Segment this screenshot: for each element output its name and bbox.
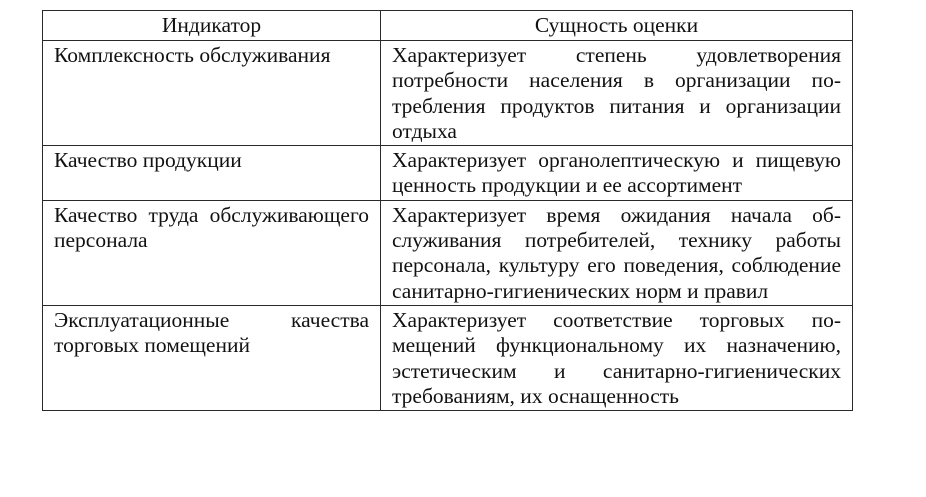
column-header-essence: Сущность оценки bbox=[381, 11, 853, 41]
indicator-cell bbox=[43, 305, 381, 410]
essence-text: Характеризует время ожидания начала обслуживания потребителей, технику работы персонала, культуру его поведения, соблюдение санитарно-гигиенических норм и правил bbox=[392, 202, 841, 303]
indicator-cell bbox=[43, 41, 381, 146]
table-row bbox=[43, 200, 853, 305]
essence-text: Характеризует органолептическую и пищевую ценность продукции и ее ассортимент bbox=[392, 148, 841, 198]
essence-cell bbox=[381, 305, 853, 410]
table-row bbox=[43, 146, 853, 201]
table-row bbox=[43, 305, 853, 410]
table-header-row bbox=[43, 11, 853, 41]
indicator-text: Эксплуатационные качества торговых помещений bbox=[54, 307, 369, 358]
indicator-cell bbox=[43, 200, 381, 305]
essence-cell bbox=[381, 200, 853, 305]
indicator-cell bbox=[43, 146, 381, 201]
column-header-indicator: Индикатор bbox=[43, 11, 381, 41]
essence-cell bbox=[381, 41, 853, 146]
essence-text: Характеризует степень удовлетворения потребности населения в организации потребления продуктов питания и организации отдыха bbox=[392, 43, 841, 143]
essence-cell bbox=[381, 146, 853, 201]
essence-text: Характеризует соответствие торговых помещений функциональному их назначению, эстетическим и санитарно-гигиенических требованиям, их оснащенность bbox=[392, 307, 841, 408]
table-row bbox=[43, 41, 853, 146]
indicators-table bbox=[42, 10, 853, 411]
indicator-text: Качество труда обслуживающего персонала bbox=[54, 202, 369, 253]
indicator-text: Качество продукции bbox=[54, 148, 242, 173]
indicator-text: Комплексность обслуживания bbox=[54, 43, 331, 67]
